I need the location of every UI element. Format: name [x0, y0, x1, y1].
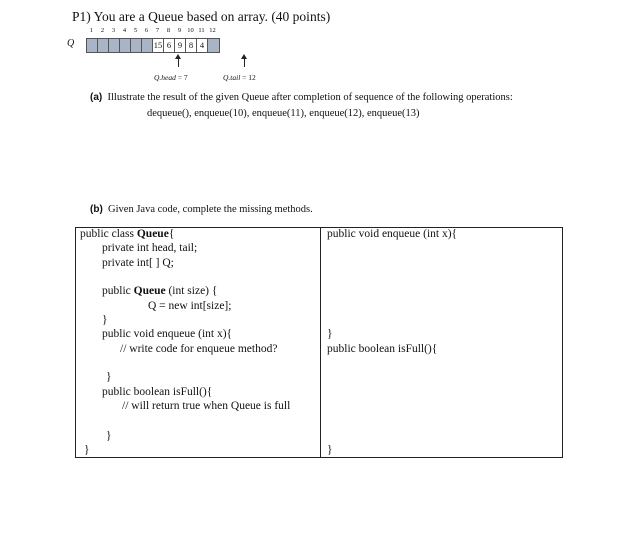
code-isfull-comment: // will return true when Queue is full	[122, 400, 291, 412]
code-constructor-name: Queue	[133, 285, 166, 297]
head-label: Q.head	[154, 73, 176, 82]
code-isfull-close: }	[106, 430, 112, 442]
queue-index: 7	[155, 27, 160, 34]
queue-index: 4	[122, 27, 127, 34]
queue-cell	[142, 39, 153, 52]
queue-cell	[98, 39, 109, 52]
queue-index: 5	[133, 27, 138, 34]
queue-cell	[131, 39, 142, 52]
queue-cell: 8	[186, 39, 197, 52]
code-table	[75, 227, 563, 458]
code-isfull-decl: public boolean isFull(){	[102, 386, 213, 398]
code-params: (int size) {	[165, 285, 218, 297]
queue-cell	[109, 39, 120, 52]
code-keyword: public	[102, 285, 134, 297]
code-fields-line: private int head, tail;	[102, 242, 198, 254]
queue-index: 10	[187, 27, 194, 34]
queue-index: 12	[209, 27, 216, 34]
part-b-question	[90, 204, 313, 215]
queue-cell: 9	[175, 39, 186, 52]
queue-index: 9	[177, 27, 182, 34]
answer-isfull-close: }	[327, 444, 333, 456]
code-constructor-decl	[102, 285, 217, 297]
head-value: = 7	[177, 73, 188, 82]
queue-index: 1	[89, 27, 94, 34]
queue-cell	[208, 39, 219, 52]
code-array-line: private int[ ] Q;	[102, 257, 174, 269]
queue-cell: 15	[153, 40, 163, 50]
code-constructor-body: Q = new int[size];	[148, 300, 232, 312]
code-enqueue-close: }	[106, 371, 112, 383]
queue-cell	[120, 39, 131, 52]
code-brace: {	[168, 228, 175, 240]
queue-index: 6	[144, 27, 149, 34]
code-enqueue-comment: // write code for enqueue method?	[120, 343, 278, 355]
queue-name: Q	[67, 38, 75, 49]
code-enqueue-decl: public void enqueue (int x){	[102, 328, 233, 340]
queue-index: 11	[198, 27, 205, 34]
queue-cell: 4	[197, 39, 208, 52]
code-class-name: Queue	[136, 228, 169, 240]
code-constructor-close: }	[102, 314, 108, 326]
queue-index: 8	[166, 27, 171, 34]
code-class-decl	[80, 228, 174, 240]
problem-title: P1) You are a Queue based on array. (40 points)	[72, 9, 331, 24]
part-a-question	[90, 92, 513, 103]
part-a-operations: dequeue(), enqueue(10), enqueue(11), enqueue(12), enqueue(13)	[147, 108, 420, 119]
tail-pointer-label	[223, 73, 256, 82]
queue-index: 3	[111, 27, 116, 34]
answer-enqueue-close: }	[327, 328, 333, 340]
answer-isfull-decl: public boolean isFull(){	[327, 343, 438, 355]
queue-cell: 6	[164, 39, 175, 52]
answer-enqueue-decl: public void enqueue (int x){	[327, 228, 458, 240]
queue-index: 2	[100, 27, 105, 34]
table-divider	[320, 228, 321, 457]
part-b-text: Given Java code, complete the missing methods.	[108, 204, 313, 215]
tail-value: = 12	[242, 73, 256, 82]
tail-label: Q.tail	[223, 73, 241, 82]
code-class-close: }	[84, 444, 90, 456]
queue-cell	[87, 39, 98, 52]
head-pointer-label	[154, 73, 188, 82]
part-a-label: (a)	[90, 92, 103, 103]
code-keyword: public class	[80, 228, 137, 240]
part-a-text: Illustrate the result of the given Queue after completion of sequence of the following operations:	[107, 92, 513, 103]
part-b-label: (b)	[90, 204, 103, 215]
queue-array	[86, 38, 220, 53]
